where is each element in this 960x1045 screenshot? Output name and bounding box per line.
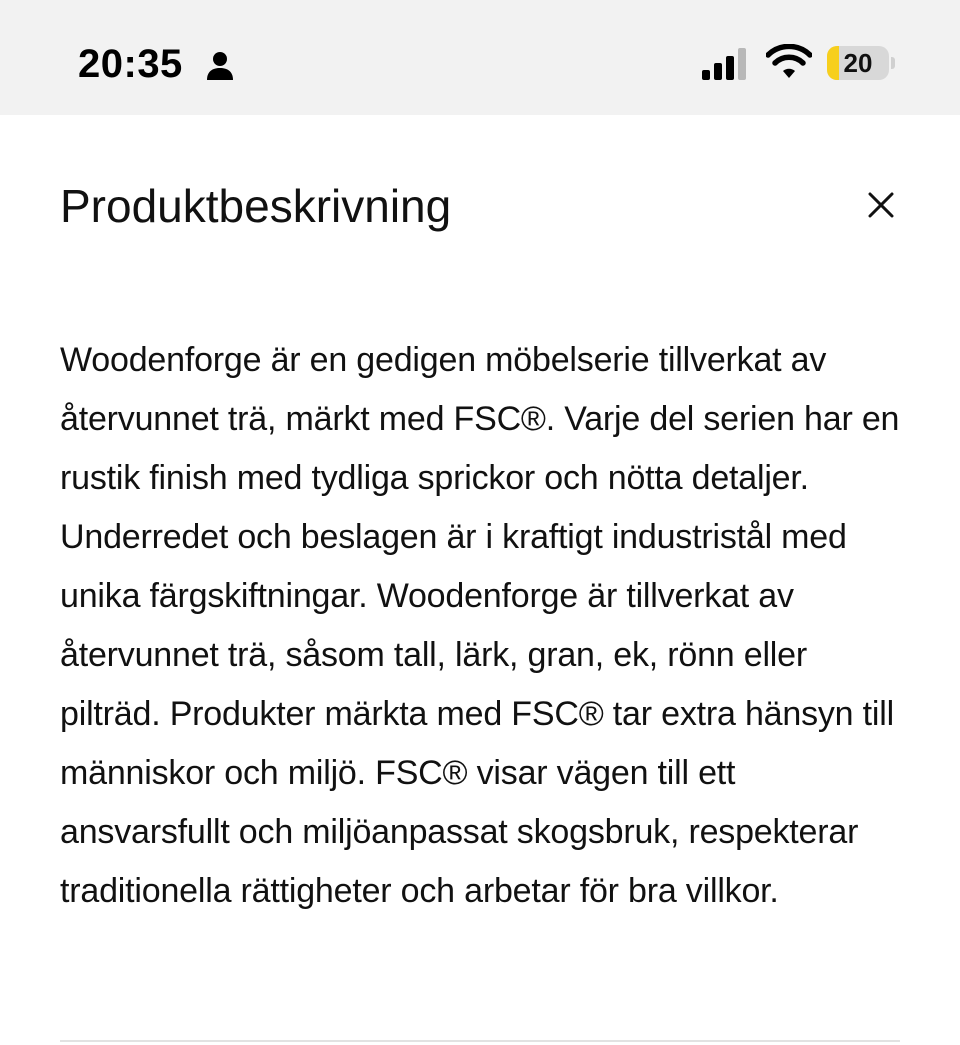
product-description: Woodenforge är en gedigen möbelserie tillverkat av återvunnet trä, märkt med FSC®. Varje del serien har en rustik finish med tydliga sprickor och nötta detaljer. Underredet och beslagen är i kraftigt industristål med unika färgskiftningar. Woodenforge är tillverkat av återvunnet trä, såsom tall, lärk, gran, ek, rönn eller pilträd. Produkter märkta med FSC® tar extra hänsyn till människor och miljö. FSC® visar vägen till ett ansvarsfullt och miljöanpassat skogsbruk, respekterar traditionella rättigheter och arbetar för bra villkor.	[60, 341, 900, 910]
battery-cap	[891, 57, 895, 69]
person-icon	[204, 50, 236, 82]
close-icon	[858, 182, 904, 228]
wifi-icon	[766, 44, 812, 80]
battery-icon	[827, 46, 889, 80]
status-bar	[0, 0, 960, 115]
close-button[interactable]	[858, 182, 904, 228]
divider	[60, 1040, 900, 1042]
signal-icon	[702, 48, 750, 80]
page-title: Produktbeskrivning	[60, 180, 452, 232]
status-time: 20:35	[78, 42, 183, 86]
battery-level: 20	[843, 48, 873, 78]
